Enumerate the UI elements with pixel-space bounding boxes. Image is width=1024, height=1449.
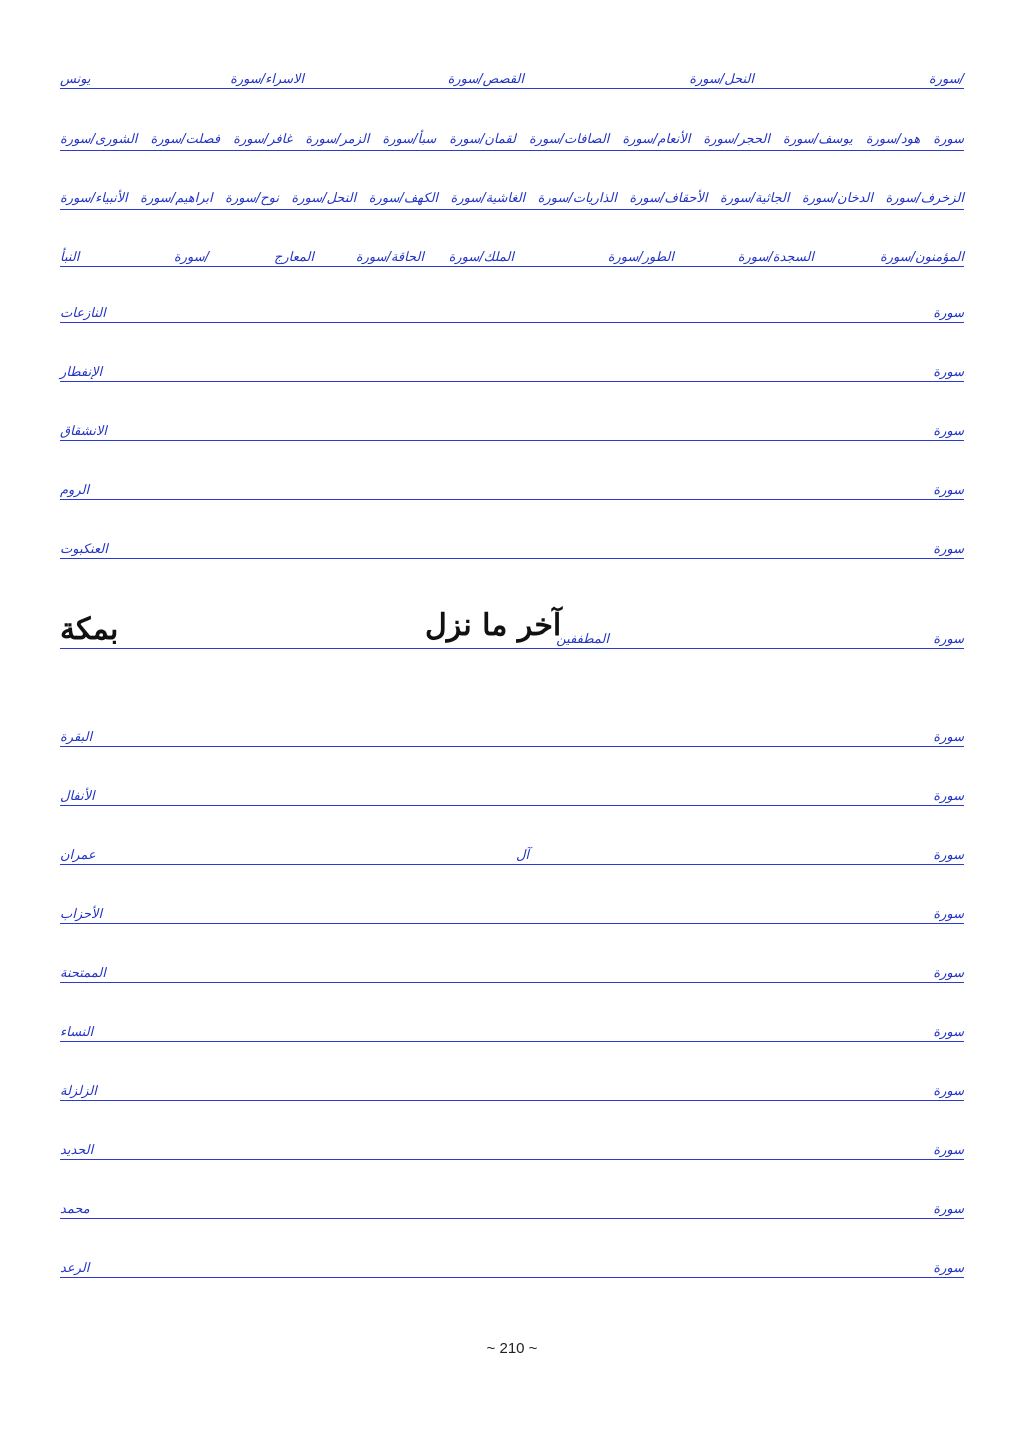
surah-link[interactable]: /سورة bbox=[928, 72, 964, 87]
surah-link[interactable]: سورة bbox=[933, 424, 964, 439]
surah-line bbox=[60, 787, 964, 806]
page-number: ~ 210 ~ bbox=[486, 1340, 538, 1357]
surah-link[interactable]: الروم bbox=[60, 483, 90, 498]
surah-link[interactable]: السجدة/سورة bbox=[737, 250, 814, 265]
surah-line bbox=[60, 66, 964, 89]
surah-line bbox=[60, 1259, 964, 1278]
surah-link[interactable]: القصص/سورة bbox=[447, 72, 524, 87]
surah-line bbox=[60, 304, 964, 323]
surah-link[interactable]: سورة bbox=[933, 542, 964, 557]
surah-line bbox=[60, 363, 964, 382]
surah-list-text[interactable]: الزخرف/سورة الدخان/سورة الجاثية/سورة الأحقاف/سورة الذاريات/سورة الغاشية/سورة الكهف/سورة النحل/سورة نوح/سورة ابراهيم/سورة الأنبياء/سورة bbox=[60, 191, 964, 206]
surah-link[interactable]: البقرة bbox=[60, 730, 93, 745]
surah-link[interactable]: النحل/سورة bbox=[689, 72, 754, 87]
surah-link[interactable]: الاسراء/سورة bbox=[230, 72, 304, 87]
surah-link[interactable]: الطور/سورة bbox=[607, 250, 674, 265]
heading-makkah: بمكة bbox=[60, 612, 119, 647]
surah-link[interactable]: سورة bbox=[933, 1143, 964, 1158]
surah-link[interactable]: محمد bbox=[60, 1202, 90, 1217]
surah-list-text[interactable]: سورة هود/سورة يوسف/سورة الحجر/سورة الأنعام/سورة الصافات/سورة لقمان/سورة سبأ/سورة الزمر/سورة غافر/سورة فصلت/سورة الشورى/سورة bbox=[60, 132, 964, 147]
surah-link[interactable]: يونس bbox=[60, 72, 91, 87]
surah-link[interactable]: سورة bbox=[933, 907, 964, 922]
surah-link[interactable]: النساء bbox=[60, 1025, 94, 1040]
surah-line bbox=[60, 964, 964, 983]
surah-link[interactable]: المؤمنون/سورة bbox=[879, 250, 964, 265]
surah-link[interactable]: المطففين bbox=[556, 632, 609, 647]
surah-link[interactable]: سورة bbox=[933, 1261, 964, 1276]
surah-link[interactable]: سورة bbox=[933, 1084, 964, 1099]
surah-link[interactable]: سورة bbox=[933, 483, 964, 498]
surah-link[interactable]: الأحزاب bbox=[60, 907, 103, 922]
surah-link[interactable]: الحاقة/سورة bbox=[355, 250, 424, 265]
surah-line bbox=[60, 1200, 964, 1219]
surah-line bbox=[60, 846, 964, 865]
surah-link[interactable]: الرعد bbox=[60, 1261, 90, 1276]
surah-link[interactable]: سورة bbox=[933, 632, 964, 647]
surah-line bbox=[60, 1141, 964, 1160]
surah-link[interactable]: العنكبوت bbox=[60, 542, 108, 557]
surah-line bbox=[60, 1082, 964, 1101]
surah-link[interactable]: الانشقاق bbox=[60, 424, 107, 439]
surah-link[interactable]: سورة bbox=[933, 848, 964, 863]
surah-line bbox=[60, 728, 964, 747]
surah-link[interactable]: الممتحنة bbox=[60, 966, 106, 981]
surah-link[interactable]: سورة bbox=[933, 789, 964, 804]
surah-link[interactable]: عمران bbox=[60, 848, 96, 863]
surah-line bbox=[60, 481, 964, 500]
surah-link[interactable]: /سورة bbox=[173, 250, 209, 265]
surah-link[interactable]: سورة bbox=[933, 365, 964, 380]
surah-link[interactable]: النبأ bbox=[60, 250, 80, 265]
surah-line bbox=[60, 540, 964, 559]
surah-link[interactable]: آل bbox=[515, 848, 529, 863]
surah-line bbox=[60, 1023, 964, 1042]
surah-line bbox=[60, 189, 964, 210]
surah-line bbox=[60, 905, 964, 924]
surah-link[interactable]: النازعات bbox=[60, 306, 106, 321]
surah-link[interactable]: سورة bbox=[933, 306, 964, 321]
surah-link[interactable]: المعارج bbox=[274, 250, 314, 265]
surah-link[interactable]: الإنفطار bbox=[60, 365, 103, 380]
surah-link[interactable]: الأنفال bbox=[60, 789, 95, 804]
surah-link[interactable]: سورة bbox=[933, 1025, 964, 1040]
surah-link[interactable]: الزلزلة bbox=[60, 1084, 97, 1099]
surah-line bbox=[60, 246, 964, 267]
heading-last-revealed: آخر ما نزل bbox=[425, 608, 562, 643]
surah-link[interactable]: الحديد bbox=[60, 1143, 94, 1158]
surah-link[interactable]: الملك/سورة bbox=[448, 250, 514, 265]
surah-line bbox=[60, 130, 964, 151]
surah-link[interactable]: سورة bbox=[933, 966, 964, 981]
surah-line bbox=[60, 422, 964, 441]
surah-link[interactable]: سورة bbox=[933, 730, 964, 745]
surah-link[interactable]: سورة bbox=[933, 1202, 964, 1217]
